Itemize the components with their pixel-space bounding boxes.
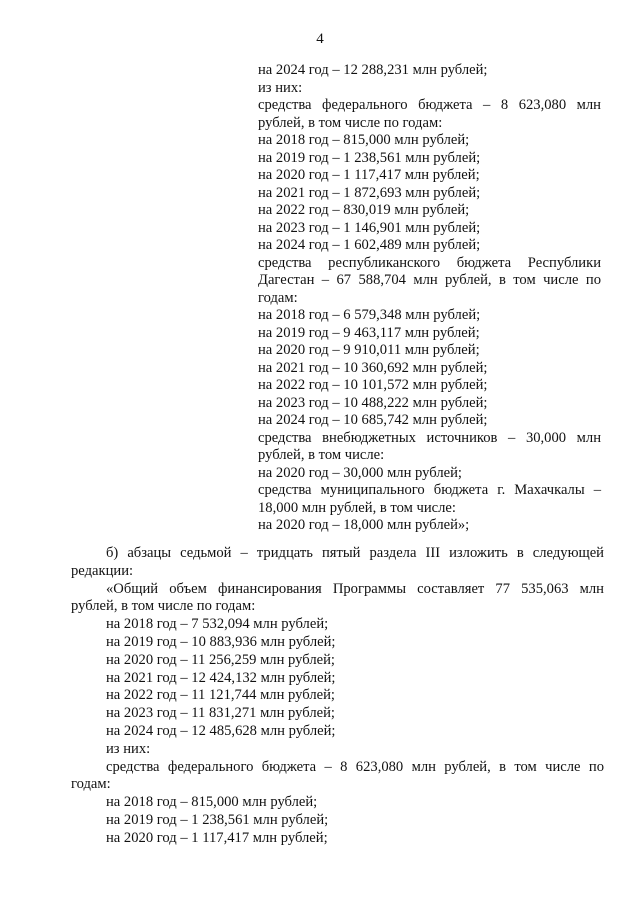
bottom-text-block [71,545,604,848]
text-line: на 2021 год – 12 424,132 млн рублей; [106,669,336,686]
text-line: на 2019 год – 9 463,117 млн рублей; [258,324,480,341]
text-line: на 2024 год – 12 288,231 млн рублей; [258,62,488,78]
text-line: из них: [106,740,151,757]
text-line: на 2021 год – 10 360,692 млн рублей; [258,359,488,376]
text-line: на 2020 год – 11 256,259 млн рублей; [106,651,335,668]
text-line: на 2024 год – 12 485,628 млн рублей; [106,722,336,739]
text-line: на 2024 год – 10 685,742 млн рублей; [258,412,488,428]
text-line: на 2020 год – 30,000 млн рублей; [258,464,462,481]
text-line: средства внебюджетных источников – 30,000 млн [258,429,601,446]
text-line: на 2020 год – 9 910,011 млн рублей; [258,342,480,358]
text-line: на 2023 год – 11 831,271 млн рублей; [106,705,335,722]
text-line: на 2018 год – 815,000 млн рублей; [106,794,318,811]
text-line: на 2024 год – 1 602,489 млн рублей; [258,237,481,253]
text-line: из них: [258,79,303,96]
text-line: на 2018 год – 7 532,094 млн рублей; [106,616,329,633]
text-line: б) абзацы седьмой – тридцать пятый раздела III изложить в следующей [106,545,604,561]
text-line: на 2022 год – 10 101,572 млн рублей; [258,377,488,393]
text-line: на 2020 год – 1 117,417 млн рублей; [258,167,480,183]
text-line: средства федерального бюджета – 8 623,080 млн [258,97,601,113]
text-line: на 2018 год – 6 579,348 млн рублей; [258,307,481,323]
text-line: на 2022 год – 830,019 млн рублей; [258,202,470,218]
text-line: на 2021 год – 1 872,693 млн рублей; [258,184,481,201]
text-line: 18,000 млн рублей, в том числе: [258,499,456,516]
text-line: на 2019 год – 10 883,936 млн рублей; [106,633,336,650]
text-line: на 2019 год – 1 238,561 млн рублей; [258,149,481,166]
text-line: годам: [71,776,111,793]
text-line: годам: [258,289,298,306]
text-line: Дагестан – 67 588,704 млн рублей, в том числе по [258,272,601,288]
text-line: средства республиканского бюджета Республики [258,254,601,271]
text-line: редакции: [71,562,134,579]
text-line: рублей, в том числе по годам: [71,598,256,615]
text-line: «Общий объем финансирования Программы составляет 77 535,063 млн [106,580,604,597]
text-line: средства муниципального бюджета г. Махачкалы – [258,482,601,498]
top-text-block [258,62,601,535]
text-line: на 2023 год – 10 488,222 млн рублей; [258,394,488,411]
text-line: рублей, в том числе по годам: [258,114,443,131]
text-line: на 2022 год – 11 121,744 млн рублей; [106,687,335,704]
text-line: на 2019 год – 1 238,561 млн рублей; [106,811,329,828]
text-line: на 2018 год – 815,000 млн рублей; [258,132,470,148]
page-number: 4 [316,31,324,47]
text-line: на 2020 год – 18,000 млн рублей»; [258,517,470,533]
text-line: на 2020 год – 1 117,417 млн рублей; [106,829,328,846]
text-line: средства федерального бюджета – 8 623,080 млн рублей, в том числе по [106,758,604,775]
text-line: на 2023 год – 1 146,901 млн рублей; [258,219,481,236]
text-line: рублей, в том числе: [258,447,385,463]
